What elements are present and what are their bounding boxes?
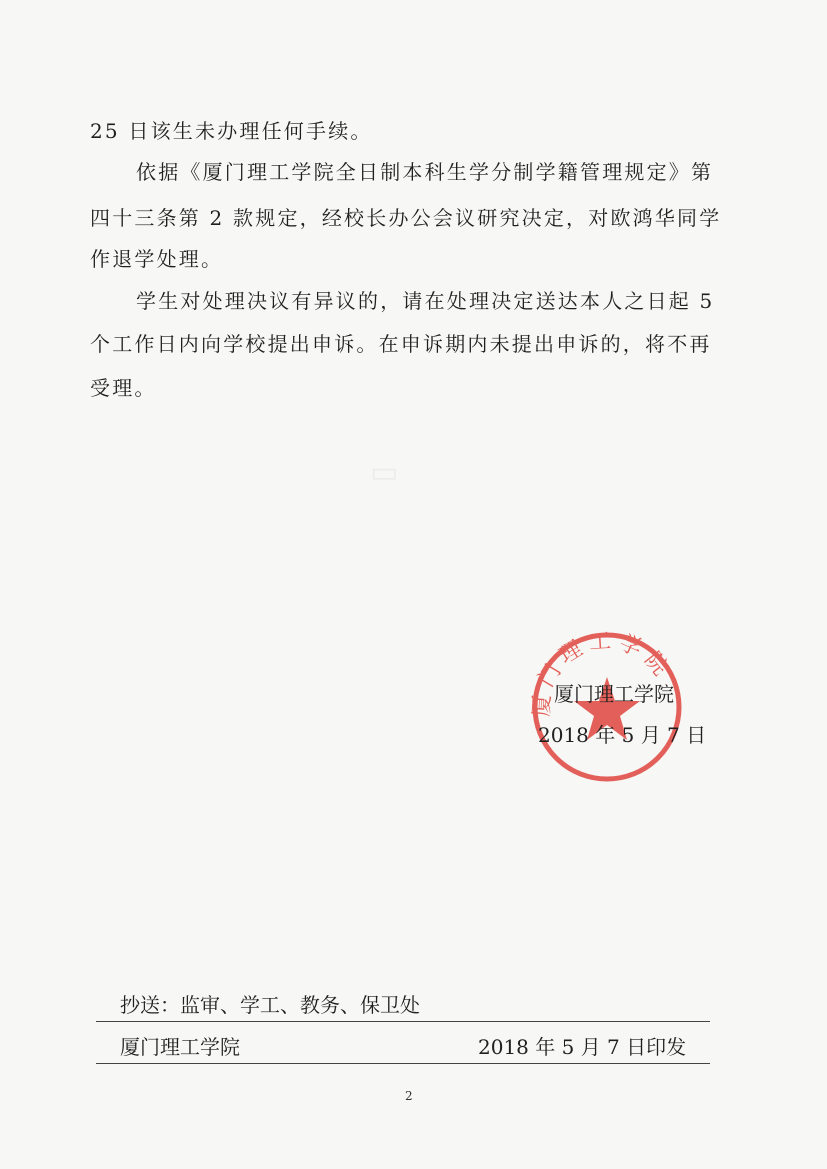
show-through	[370, 455, 398, 490]
paragraph-2-line-1: 依据《厦门理工学院全日制本科生学分制学籍管理规定》第	[136, 160, 714, 184]
signature-date: 2018 年 5 月 7 日	[538, 723, 707, 747]
paragraph-1-line-1: 25 日该生未办理任何手续。	[90, 119, 373, 143]
signature-org: 厦门理工学院	[554, 682, 674, 706]
issue-date: 2018 年 5 月 7 日印发	[478, 1035, 687, 1059]
seal-text: 厦门理工学院	[529, 628, 677, 718]
paragraph-2-line-2: 四十三条第 2 款规定，经校长办公会议研究决定，对欧鸿华同学	[90, 206, 722, 230]
footer-rule-top	[96, 1021, 710, 1022]
page-number: 2	[405, 1089, 413, 1103]
paragraph-3-line-1: 学生对处理决议有异议的，请在处理决定送达本人之日起 5	[136, 289, 715, 313]
paragraph-2-line-3: 作退学处理。	[90, 247, 224, 271]
paragraph-3-line-2: 个工作日内向学校提出申诉。在申诉期内未提出申诉的，将不再	[90, 332, 712, 356]
cc-line: 抄送：监审、学工、教务、保卫处	[120, 993, 420, 1017]
issuer: 厦门理工学院	[120, 1035, 240, 1059]
footer-rule-bottom	[96, 1063, 710, 1064]
paragraph-3-line-3: 受理。	[90, 376, 157, 400]
